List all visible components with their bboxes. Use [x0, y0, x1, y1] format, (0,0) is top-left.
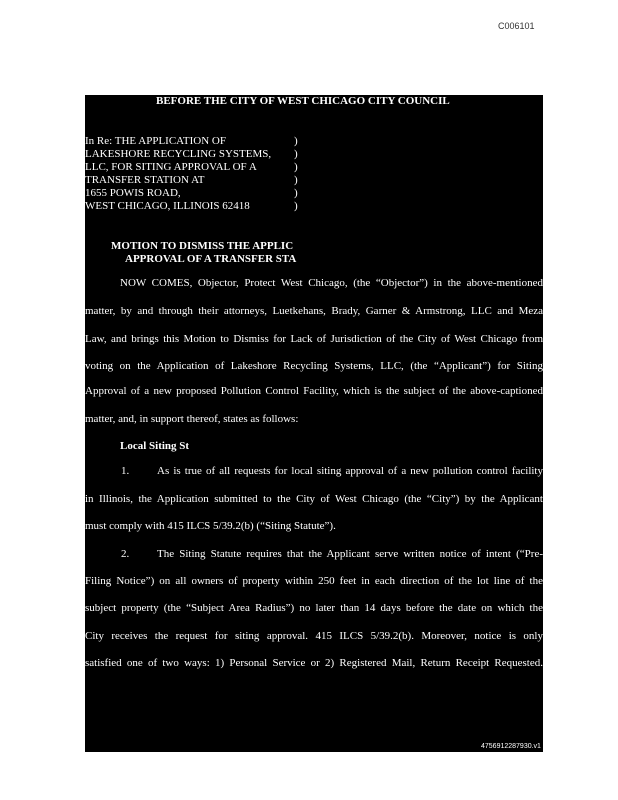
body-line: The Siting Statute requires that the Applicant serve written notice of intent (“Pre- [157, 548, 543, 560]
body-line: As is true of all requests for local siting approval of a new pollution control facility [157, 465, 543, 477]
caption-bracket: ) [294, 148, 298, 160]
caption-line: LAKESHORE RECYCLING SYSTEMS, [85, 148, 272, 160]
body-line: must comply with 415 ILCS 5/39.2(b) (“Siting Statute”). [85, 520, 336, 532]
document-block [85, 95, 543, 752]
caption-line: 1655 POWIS ROAD, [85, 187, 181, 199]
paragraph-number: 1. [121, 465, 130, 477]
motion-title-line1: MOTION TO DISMISS THE APPLIC [111, 240, 294, 252]
paragraph-number: 2. [121, 548, 130, 560]
caption-bracket: ) [294, 161, 298, 173]
body-line: Law, and brings this Motion to Dismiss for Lack of Jurisdiction of the City of West Chicago from [85, 333, 543, 345]
motion-title-line2: APPROVAL OF A TRANSFER STA [125, 253, 297, 265]
caption-bracket: ) [294, 200, 298, 212]
caption-bracket: ) [294, 135, 298, 147]
caption-line: In Re: THE APPLICATION OF [85, 135, 226, 147]
caption-line: WEST CHICAGO, ILLINOIS 62418 [85, 200, 250, 212]
body-line: voting on the Application of Lakeshore Recycling Systems, LLC, (the “Applicant”) for Siting [85, 360, 543, 372]
body-line: subject property (the “Subject Area Radius”) no later than 14 days before the date on which the [85, 602, 543, 614]
caption-line: TRANSFER STATION AT [85, 174, 205, 186]
court-heading: BEFORE THE CITY OF WEST CHICAGO CITY COUNCIL [156, 95, 450, 107]
body-line: matter, by and through their attorneys, Luetkehans, Brady, Garner & Armstrong, LLC and Meza [85, 305, 543, 317]
body-line: Approval of a new proposed Pollution Control Facility, which is the subject of the above-captioned [85, 385, 543, 397]
body-line: in Illinois, the Application submitted to the City of West Chicago (the “City”) by the Applicant [85, 493, 543, 505]
body-line: satisfied one of two ways: 1) Personal Service or 2) Registered Mail, Return Receipt Requested. [85, 657, 543, 669]
body-line: NOW COMES, Objector, Protect West Chicago, (the “Objector”) in the above-mentioned [120, 277, 543, 289]
document-code: 4756912287930.v1 [481, 743, 541, 750]
body-line: matter, and, in support thereof, states as follows: [85, 413, 299, 425]
page-id: C006101 [498, 21, 535, 31]
body-line: Filing Notice”) on all owners of property within 250 feet in each direction of the lot line of the [85, 575, 543, 587]
body-line: City receives the request for siting approval. 415 ILCS 5/39.2(b). Moreover, notice is only [85, 630, 543, 642]
caption-bracket: ) [294, 187, 298, 199]
section-heading: Local Siting St [120, 440, 190, 452]
caption-line: LLC, FOR SITING APPROVAL OF A [85, 161, 257, 173]
caption-bracket: ) [294, 174, 298, 186]
